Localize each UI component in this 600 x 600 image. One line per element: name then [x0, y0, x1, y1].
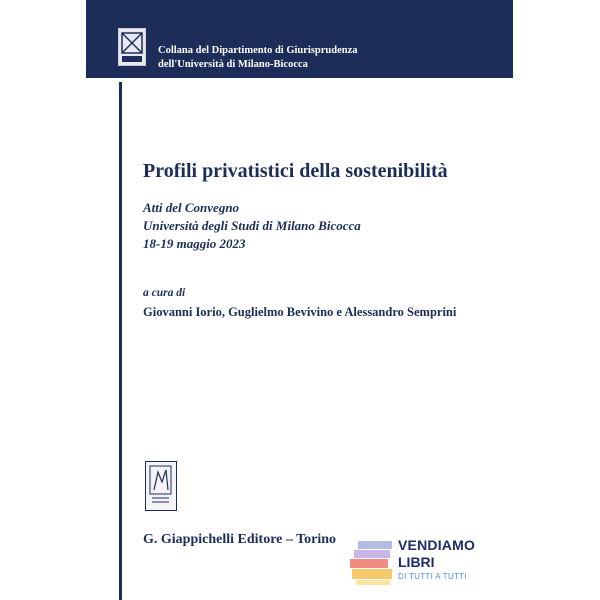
publisher-name: G. Giappichelli Editore – Torino: [143, 532, 337, 547]
series-line-1: Collana del Dipartimento di Giurisprudenza: [158, 45, 358, 56]
series-line-2: dell'Università di Milano-Bicocca: [158, 59, 308, 70]
header-band: [86, 0, 513, 78]
badge-line-3: DI TUTTI A TUTTI: [398, 572, 467, 581]
subtitle-line-3: 18-19 maggio 2023: [143, 236, 246, 251]
subtitle-line-2: Università degli Studi di Milano Bicocca: [143, 218, 361, 233]
giappichelli-logo-icon: [145, 461, 177, 511]
curators-label: a cura di: [143, 287, 186, 299]
vertical-rule: [119, 82, 122, 600]
vendiamo-libri-badge: [350, 535, 490, 591]
book-title: Profili privatistici della sostenibilità: [143, 160, 448, 182]
book-subtitle: [143, 199, 361, 253]
series-title: [158, 44, 358, 72]
badge-line-2: LIBRI: [398, 554, 435, 570]
authors: Giovanni Iorio, Guglielmo Bevivino e Alessandro Semprini: [143, 305, 457, 319]
bicocca-logo-icon: [118, 28, 146, 66]
book-cover: [86, 0, 513, 600]
subtitle-line-1: Atti del Convegno: [143, 200, 240, 215]
book-stack-icon: [350, 535, 394, 587]
badge-line-1: VENDIAMO: [398, 537, 476, 553]
